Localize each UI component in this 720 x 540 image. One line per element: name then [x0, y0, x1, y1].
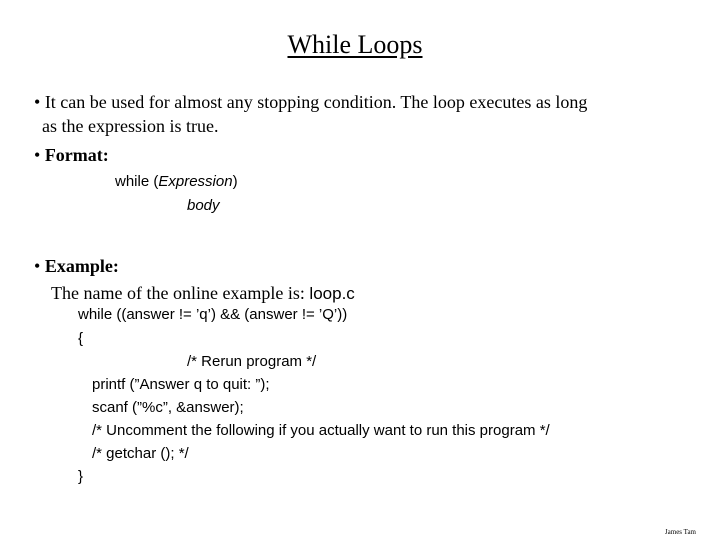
format-label: Format: [44, 145, 109, 165]
code-line-6: /* Uncomment the following if you actually want to run this program */ [92, 422, 550, 439]
example-intro-line [51, 281, 355, 306]
format-syntax-line [115, 173, 238, 190]
bullet-marker: • [34, 92, 41, 112]
code-line-3: /* Rerun program */ [187, 353, 317, 370]
code-line-2: { [78, 330, 84, 347]
bullet-marker: • [34, 145, 41, 165]
format-close-paren: ) [232, 173, 238, 190]
code-line-5: scanf (”%c”, &answer); [92, 399, 244, 416]
format-expression: Expression [158, 173, 233, 190]
bullet-1-line-1: It can be used for almost any stopping condition. The loop executes as long [44, 92, 588, 112]
bullet-3 [34, 254, 119, 278]
format-body: body [187, 197, 220, 214]
slide-title: While Loops [287, 30, 423, 59]
code-line-7: /* getchar (); */ [92, 445, 189, 462]
format-keyword: while ( [115, 173, 159, 190]
bullet-2 [34, 143, 109, 167]
example-filename: loop.c [309, 284, 355, 303]
bullet-marker: • [34, 256, 41, 276]
code-line-4: printf (”Answer q to quit: ”); [92, 376, 270, 393]
bullet-1-line-2: as the expression is true. [42, 116, 219, 136]
code-line-1: while ((answer != ’q’) && (answer != ’Q’)) [78, 306, 348, 323]
bullet-1 [34, 90, 587, 114]
example-label: Example: [44, 256, 119, 276]
footer-author: James Tam [664, 528, 696, 536]
example-intro-text: The name of the online example is: [51, 283, 310, 303]
code-line-8: } [78, 468, 84, 485]
